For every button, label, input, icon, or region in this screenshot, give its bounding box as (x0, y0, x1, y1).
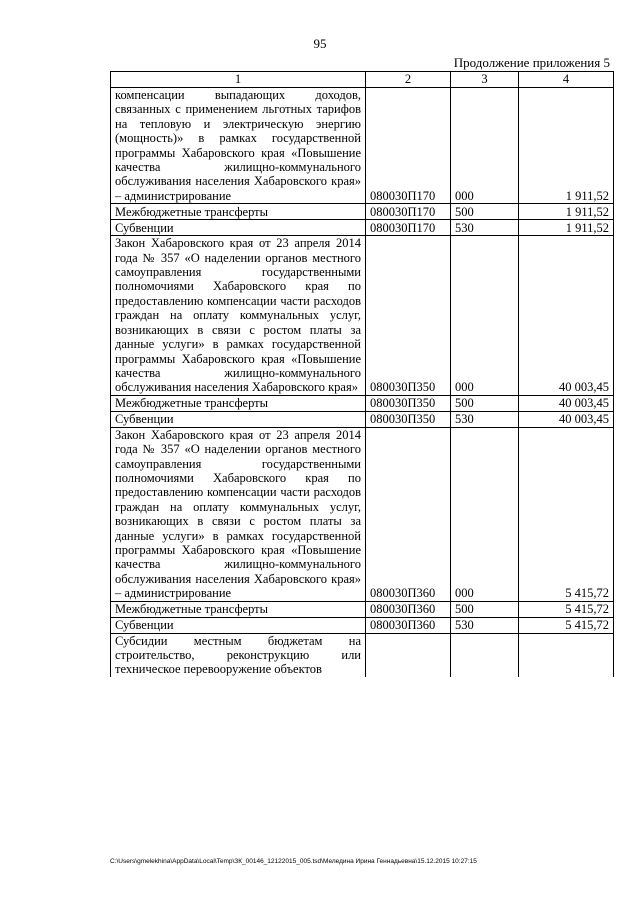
row-name: Субсидии местным бюджетам на строительство, реконструкцию или техническое перевооружение объектов (111, 633, 366, 677)
file-path-footer: C:\Users\gmelekhina\AppData\Local\Temp\ЗК_00146_12122015_005.tsd\Меледина Ирина Геннадьевна\15.12.2015 10:27:15 (110, 858, 477, 865)
row-amount (519, 633, 614, 677)
row-kind: 530 (451, 220, 519, 236)
row-name: Межбюджетные трансферты (111, 395, 366, 411)
table-row (111, 427, 614, 601)
row-code: 080030П360 (366, 601, 451, 617)
row-kind: 530 (451, 411, 519, 427)
table-row (111, 601, 614, 617)
row-name: Межбюджетные трансферты (111, 601, 366, 617)
column-header-2: 2 (366, 72, 451, 88)
row-code: 080030П170 (366, 204, 451, 220)
table-row (111, 395, 614, 411)
row-code: 080030П170 (366, 220, 451, 236)
row-code: 080030П360 (366, 617, 451, 633)
row-kind: 500 (451, 395, 519, 411)
row-kind: 500 (451, 601, 519, 617)
row-kind: 500 (451, 204, 519, 220)
page-number: 95 (313, 36, 327, 51)
budget-table (110, 71, 614, 677)
row-kind: 000 (451, 236, 519, 395)
row-name: Межбюджетные трансферты (111, 204, 366, 220)
row-amount: 1 911,52 (519, 88, 614, 204)
row-name: Субвенции (111, 617, 366, 633)
row-code: 080030П350 (366, 411, 451, 427)
row-kind: 000 (451, 88, 519, 204)
table-row (111, 220, 614, 236)
row-amount: 40 003,45 (519, 236, 614, 395)
row-code: 080030П360 (366, 427, 451, 601)
row-amount: 5 415,72 (519, 427, 614, 601)
table-row (111, 204, 614, 220)
row-code: 080030П170 (366, 88, 451, 204)
row-amount: 1 911,52 (519, 220, 614, 236)
row-amount: 5 415,72 (519, 601, 614, 617)
table-row (111, 633, 614, 677)
row-amount: 40 003,45 (519, 395, 614, 411)
row-kind: 530 (451, 617, 519, 633)
row-name: Субвенции (111, 220, 366, 236)
table-row (111, 88, 614, 204)
table-header-row (111, 72, 614, 88)
row-code: 080030П350 (366, 236, 451, 395)
table-row (111, 236, 614, 395)
row-kind (451, 633, 519, 677)
column-header-4: 4 (519, 72, 614, 88)
row-name: Закон Хабаровского края от 23 апреля 2014 года № 357 «О наделении органов местного самоуправления государственными полномочиями Хабаровского края по предоставлению компенсации части расходов граждан на оплату коммунальных услуг, возникающих в связи с ростом платы за данные услуги» в рамках государственной программы Хабаровского края «Повышение качества жилищно-коммунального обслуживания населения Хабаровского края» (111, 236, 366, 395)
row-code: 080030П350 (366, 395, 451, 411)
table-row (111, 411, 614, 427)
table-row (111, 617, 614, 633)
row-name: Субвенции (111, 411, 366, 427)
row-name: компенсации выпадающих доходов, связанных с применением льготных тарифов на тепловую и электрическую энергию (мощность)» в рамках государственной программы Хабаровского края «Повышение качества жилищно-коммунального обслуживания населения Хабаровского края» – администрирование (111, 88, 366, 204)
row-code (366, 633, 451, 677)
row-kind: 000 (451, 427, 519, 601)
row-amount: 40 003,45 (519, 411, 614, 427)
column-header-1: 1 (111, 72, 366, 88)
row-amount: 5 415,72 (519, 617, 614, 633)
continuation-label: Продолжение приложения 5 (453, 55, 610, 70)
row-name: Закон Хабаровского края от 23 апреля 2014 года № 357 «О наделении органов местного самоуправления государственными полномочиями Хабаровского края по предоставлению компенсации части расходов граждан на оплату коммунальных услуг, возникающих в связи с ростом платы за данные услуги» в рамках государственной программы Хабаровского края «Повышение качества жилищно-коммунального обслуживания населения Хабаровского края» – администрирование (111, 427, 366, 601)
column-header-3: 3 (451, 72, 519, 88)
row-amount: 1 911,52 (519, 204, 614, 220)
